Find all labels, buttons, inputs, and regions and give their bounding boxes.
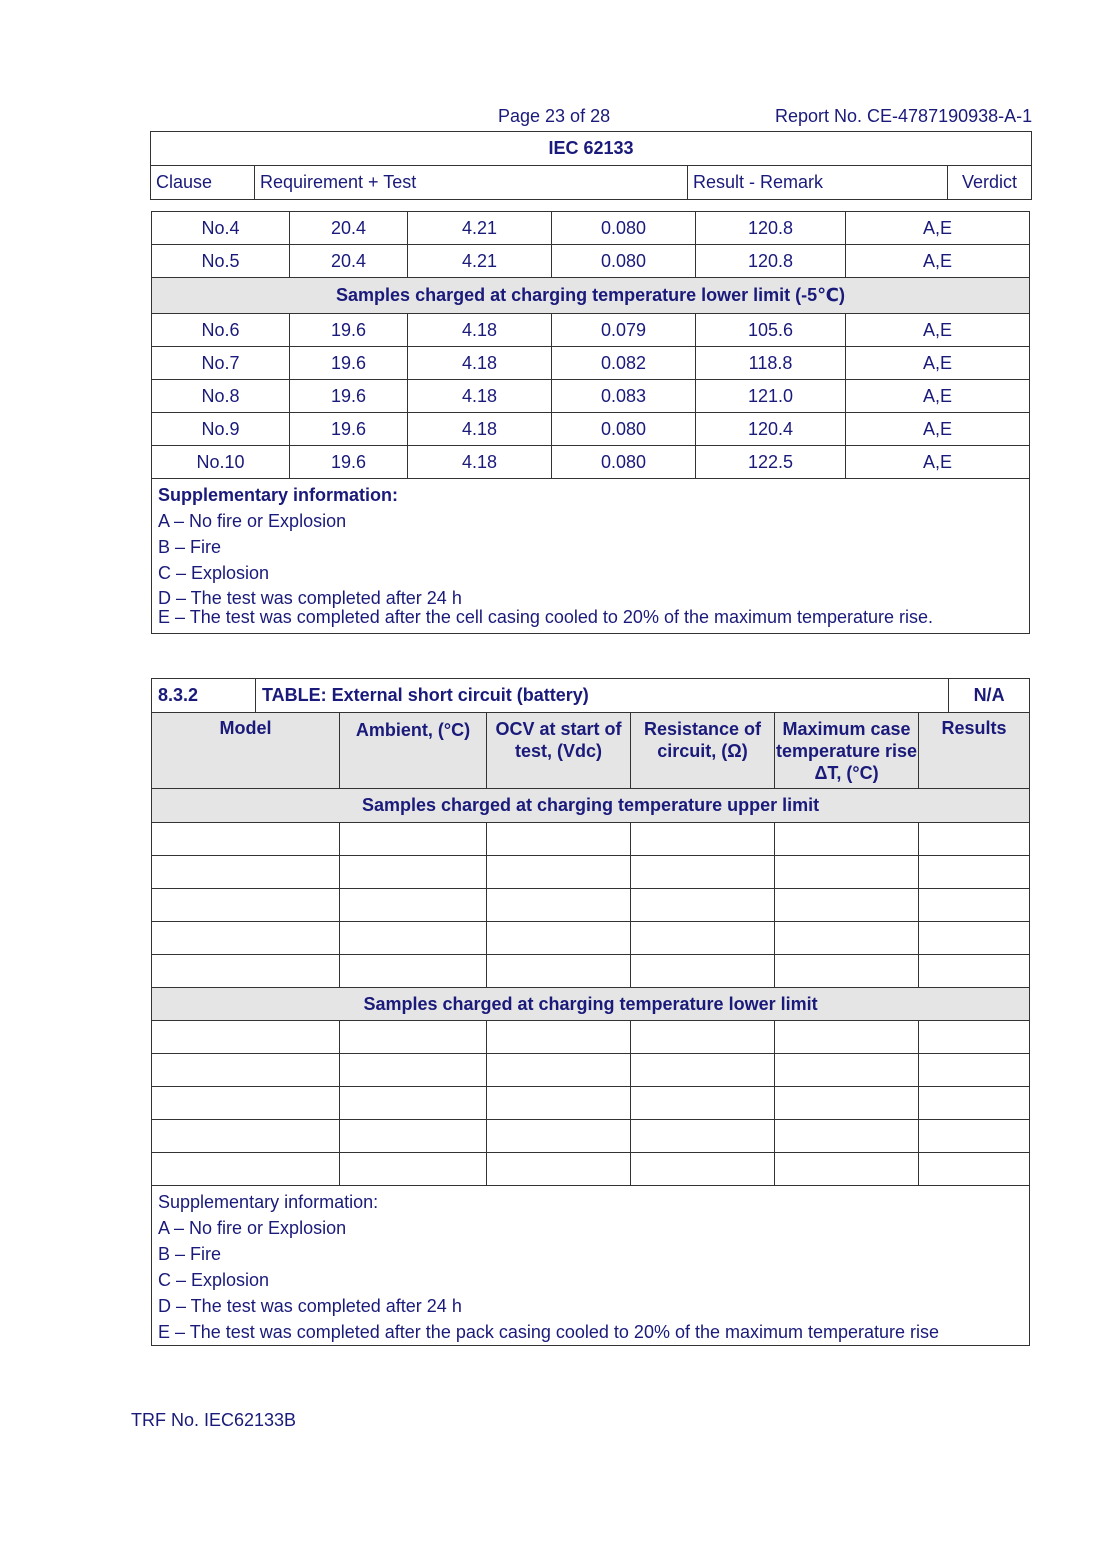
table-cell bbox=[152, 1021, 340, 1054]
table-cell bbox=[919, 922, 1030, 955]
table-cell bbox=[631, 1087, 775, 1120]
table-cell bbox=[775, 1120, 919, 1153]
section-heading-lower-limit: Samples charged at charging temperature lower limit (-5℃) bbox=[152, 278, 1030, 314]
table-row bbox=[152, 314, 1030, 347]
table-cell: 0.080 bbox=[552, 446, 696, 479]
table-cell: 118.8 bbox=[696, 347, 846, 380]
table-cell: No.5 bbox=[152, 245, 290, 278]
table-cell: A,E bbox=[846, 380, 1030, 413]
table-cell bbox=[919, 1120, 1030, 1153]
table-cell: A,E bbox=[846, 413, 1030, 446]
supplementary-title: Supplementary information: bbox=[158, 485, 399, 505]
column-header-ambient: Ambient, (°C) bbox=[340, 713, 487, 789]
table-cell: 19.6 bbox=[290, 314, 408, 347]
table-cell bbox=[152, 823, 340, 856]
table-cell bbox=[487, 1153, 631, 1186]
table-cell: 120.8 bbox=[696, 212, 846, 245]
supplementary-line: E – The test was completed after the pack casing cooled to 20% of the maximum temperature rise bbox=[158, 1322, 940, 1342]
clause-header: Clause bbox=[151, 166, 255, 200]
table-row bbox=[152, 446, 1030, 479]
table-row bbox=[152, 1021, 1030, 1054]
table-cell bbox=[631, 1153, 775, 1186]
table-cell: A,E bbox=[846, 314, 1030, 347]
table-cell bbox=[340, 922, 487, 955]
table-cell bbox=[631, 856, 775, 889]
supplementary-line: E – The test was completed after the cell casing cooled to 20% of the maximum temperature rise. bbox=[158, 607, 934, 627]
table-cell bbox=[631, 922, 775, 955]
table-cell: No.9 bbox=[152, 413, 290, 446]
result-header: Result - Remark bbox=[688, 166, 948, 200]
table-row bbox=[152, 889, 1030, 922]
table-row bbox=[152, 413, 1030, 446]
table-cell bbox=[340, 955, 487, 988]
report-number: Report No. CE-4787190938-A-1 bbox=[775, 106, 1033, 126]
table-cell: 0.083 bbox=[552, 380, 696, 413]
results-table bbox=[151, 211, 1030, 634]
table-cell: No.10 bbox=[152, 446, 290, 479]
table-row bbox=[152, 347, 1030, 380]
table-cell bbox=[487, 1054, 631, 1087]
table-cell bbox=[487, 1120, 631, 1153]
supplementary-line: B – Fire bbox=[158, 537, 222, 557]
table-cell: 19.6 bbox=[290, 413, 408, 446]
table-cell: 19.6 bbox=[290, 446, 408, 479]
table-cell bbox=[919, 889, 1030, 922]
table-cell bbox=[487, 1087, 631, 1120]
table-cell bbox=[152, 922, 340, 955]
trf-number: TRF No. IEC62133B bbox=[131, 1410, 297, 1430]
table-cell bbox=[340, 856, 487, 889]
table-cell: A,E bbox=[846, 212, 1030, 245]
table-row bbox=[152, 1120, 1030, 1153]
table-cell bbox=[775, 889, 919, 922]
table-cell: 121.0 bbox=[696, 380, 846, 413]
table-cell: A,E bbox=[846, 347, 1030, 380]
table-row bbox=[152, 380, 1030, 413]
table-cell: 120.4 bbox=[696, 413, 846, 446]
supplementary-line: A – No fire or Explosion bbox=[158, 511, 347, 531]
table-cell: 120.8 bbox=[696, 245, 846, 278]
table-cell: 4.21 bbox=[408, 245, 552, 278]
table-cell bbox=[487, 955, 631, 988]
table-cell: 4.21 bbox=[408, 212, 552, 245]
table-cell bbox=[340, 1120, 487, 1153]
table-cell bbox=[631, 889, 775, 922]
table-cell bbox=[631, 1120, 775, 1153]
table-cell bbox=[919, 1054, 1030, 1087]
table-cell: 4.18 bbox=[408, 347, 552, 380]
table-cell: 0.079 bbox=[552, 314, 696, 347]
table-row bbox=[152, 212, 1030, 245]
table-cell bbox=[775, 922, 919, 955]
table-cell: 122.5 bbox=[696, 446, 846, 479]
column-header-results: Results bbox=[919, 713, 1030, 789]
table-cell: No.4 bbox=[152, 212, 290, 245]
table-cell: 0.080 bbox=[552, 245, 696, 278]
page-number: Page 23 of 28 bbox=[498, 106, 611, 126]
table-cell bbox=[631, 1021, 775, 1054]
table-cell: 0.082 bbox=[552, 347, 696, 380]
column-header-resistance: Resistance of circuit, (Ω) bbox=[631, 713, 775, 789]
supplementary-line: A – No fire or Explosion bbox=[158, 1218, 347, 1238]
table-cell bbox=[152, 1054, 340, 1087]
table-cell bbox=[919, 1021, 1030, 1054]
table-cell: 19.6 bbox=[290, 380, 408, 413]
table-cell: 4.18 bbox=[408, 413, 552, 446]
column-header-ocv: OCV at start of test, (Vdc) bbox=[487, 713, 631, 789]
table-row bbox=[152, 245, 1030, 278]
table-cell bbox=[775, 1021, 919, 1054]
table-cell: 0.080 bbox=[552, 413, 696, 446]
table-cell bbox=[152, 889, 340, 922]
table-title: TABLE: External short circuit (battery) bbox=[256, 679, 949, 713]
table-cell bbox=[487, 823, 631, 856]
table-row bbox=[152, 1087, 1030, 1120]
table-row bbox=[152, 1054, 1030, 1087]
table-cell: No.8 bbox=[152, 380, 290, 413]
table-row bbox=[152, 1153, 1030, 1186]
standard-title: IEC 62133 bbox=[151, 132, 1032, 166]
table-cell: A,E bbox=[846, 245, 1030, 278]
table-cell: 105.6 bbox=[696, 314, 846, 347]
external-short-circuit-table bbox=[151, 678, 1030, 1346]
standard-header-table bbox=[150, 131, 1032, 200]
verdict-header: Verdict bbox=[948, 166, 1032, 200]
table-row bbox=[152, 823, 1030, 856]
table-row bbox=[152, 856, 1030, 889]
supplementary-line: B – Fire bbox=[158, 1244, 222, 1264]
supplementary-info bbox=[152, 479, 1030, 634]
table-cell: 4.18 bbox=[408, 446, 552, 479]
table-cell bbox=[152, 1153, 340, 1186]
table-cell: No.6 bbox=[152, 314, 290, 347]
table-cell: 4.18 bbox=[408, 314, 552, 347]
table-cell bbox=[919, 823, 1030, 856]
table-cell: 4.18 bbox=[408, 380, 552, 413]
supplementary-title: Supplementary information: bbox=[158, 1192, 379, 1212]
table-cell: 0.080 bbox=[552, 212, 696, 245]
table-cell bbox=[919, 1087, 1030, 1120]
column-header-model: Model bbox=[152, 713, 340, 789]
column-header-max-temp-rise: Maximum case temperature rise ΔT, (°C) bbox=[775, 713, 919, 789]
supplementary-line: D – The test was completed after 24 h bbox=[158, 1296, 462, 1316]
table-cell bbox=[919, 856, 1030, 889]
table-cell bbox=[775, 1153, 919, 1186]
table-cell bbox=[631, 823, 775, 856]
requirement-header: Requirement + Test bbox=[255, 166, 688, 200]
table-cell bbox=[919, 955, 1030, 988]
table-cell bbox=[340, 823, 487, 856]
table-cell bbox=[340, 1021, 487, 1054]
table-cell bbox=[487, 922, 631, 955]
table-cell bbox=[340, 1054, 487, 1087]
table-cell bbox=[152, 856, 340, 889]
table-cell: No.7 bbox=[152, 347, 290, 380]
table-cell bbox=[487, 856, 631, 889]
section-heading-lower-limit: Samples charged at charging temperature lower limit bbox=[152, 988, 1030, 1021]
table-cell bbox=[487, 1021, 631, 1054]
table-row bbox=[152, 955, 1030, 988]
supplementary-line: C – Explosion bbox=[158, 563, 270, 583]
table-cell: A,E bbox=[846, 446, 1030, 479]
table-cell bbox=[775, 856, 919, 889]
table-cell bbox=[152, 1087, 340, 1120]
supplementary-info bbox=[152, 1186, 1030, 1346]
table-cell bbox=[487, 889, 631, 922]
verdict-badge: N/A bbox=[949, 679, 1030, 713]
table-cell bbox=[340, 1087, 487, 1120]
table-cell bbox=[919, 1153, 1030, 1186]
table-row bbox=[152, 922, 1030, 955]
table-cell bbox=[775, 955, 919, 988]
table-cell: 20.4 bbox=[290, 245, 408, 278]
table-cell bbox=[152, 1120, 340, 1153]
table-cell bbox=[152, 955, 340, 988]
table-cell bbox=[340, 1153, 487, 1186]
table-cell bbox=[340, 889, 487, 922]
table-cell bbox=[631, 955, 775, 988]
table-cell bbox=[775, 1087, 919, 1120]
table-cell: 20.4 bbox=[290, 212, 408, 245]
table-cell: 19.6 bbox=[290, 347, 408, 380]
table-cell bbox=[631, 1054, 775, 1087]
supplementary-line: C – Explosion bbox=[158, 1270, 270, 1290]
table-cell bbox=[775, 823, 919, 856]
clause-number: 8.3.2 bbox=[152, 679, 256, 713]
supplementary-line: D – The test was completed after 24 h bbox=[158, 588, 462, 608]
section-heading-upper-limit: Samples charged at charging temperature upper limit bbox=[152, 789, 1030, 823]
table-cell bbox=[775, 1054, 919, 1087]
